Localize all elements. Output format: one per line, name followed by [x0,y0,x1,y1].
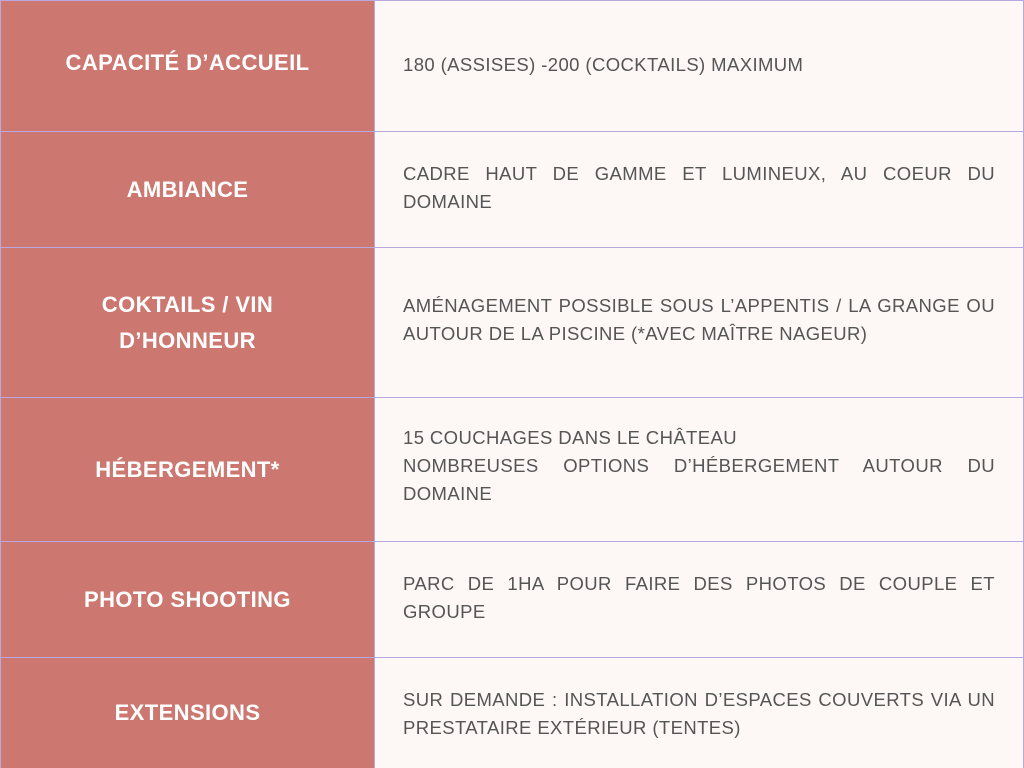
value-text: 15 COUCHAGES DANS LE CHÂTEAU [403,427,738,448]
value-text: SUR DEMANDE : INSTALLATION D’ESPACES COUVERTS VIA UN PRESTATAIRE EXTÉRIEUR (TENTES) [403,689,995,738]
row-label-capacity [0,0,374,131]
row-value-extensions [374,657,1024,768]
row-label-cocktails [0,247,374,397]
label-text: HÉBERGEMENT* [95,456,280,482]
label-text: EXTENSIONS [114,700,261,725]
label-text: COKTAILS / VIN D’HONNEUR [101,291,274,353]
row-label-photo-shooting [0,541,374,657]
row-value-capacity [374,0,1024,131]
value-text: AMÉNAGEMENT POSSIBLE SOUS L’APPENTIS / LA GRANGE OU AUTOUR DE LA PISCINE (*AVEC MAÎTRE NAGEUR) [403,295,995,344]
value-text: 180 (ASSISES) -200 (COCKTAILS) MAXIMUM [403,54,804,75]
row-value-accommodation [374,397,1024,541]
row-label-ambiance [0,131,374,247]
value-text: CADRE HAUT DE GAMME ET LUMINEUX, AU COEUR DU DOMAINE [403,163,995,212]
row-value-ambiance [374,131,1024,247]
row-label-accommodation [0,397,374,541]
value-text: NOMBREUSES OPTIONS D’HÉBERGEMENT AUTOUR DU DOMAINE [403,455,995,504]
label-text: AMBIANCE [126,176,249,202]
row-value-cocktails [374,247,1024,397]
row-label-extensions [0,657,374,768]
label-text: CAPACITÉ D’ACCUEIL [65,50,310,75]
row-value-photo-shooting [374,541,1024,657]
value-text: PARC DE 1HA POUR FAIRE DES PHOTOS DE COUPLE ET GROUPE [403,573,995,622]
label-text: PHOTO SHOOTING [84,586,291,612]
